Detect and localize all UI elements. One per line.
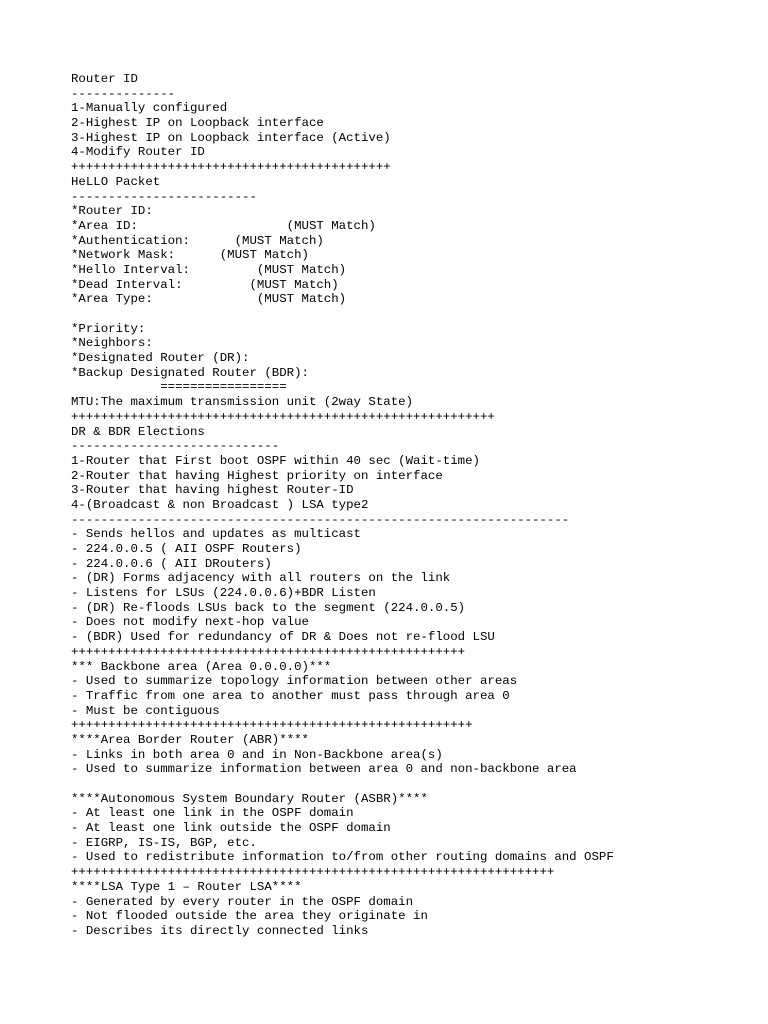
text-line: +++++++++++++++++++++++++++++++++++++++++++ xyxy=(71,160,391,175)
text-line: *Area ID: (MUST Match) xyxy=(71,218,376,233)
text-line: *** Backbone area (Area 0.0.0.0)*** xyxy=(71,659,332,674)
document-body xyxy=(71,72,761,939)
text-line: - EIGRP, IS-IS, BGP, etc. xyxy=(71,835,257,850)
text-line: +++++++++++++++++++++++++++++++++++++++++++++++++++++ xyxy=(71,644,466,659)
text-line: 3-Router that having highest Router-ID xyxy=(71,483,354,498)
text-line: - At least one link in the OSPF domain xyxy=(71,806,354,821)
text-line: 4-(Broadcast & non Broadcast ) LSA type2 xyxy=(71,497,369,512)
text-line: *Priority: xyxy=(71,321,146,336)
text-line: *Designated Router (DR): xyxy=(71,351,250,366)
text-line: *Neighbors: xyxy=(71,336,153,351)
text-line: - Generated by every router in the OSPF domain xyxy=(71,894,414,909)
text-line: 1-Manually configured xyxy=(71,101,228,116)
text-line: ****Autonomous System Boundary Router (ASBR)**** xyxy=(71,791,428,806)
text-line: 1-Router that First boot OSPF within 40 sec (Wait-time) xyxy=(71,453,480,468)
text-line: - (DR) Re-floods LSUs back to the segment (224.0.0.5) xyxy=(71,600,466,615)
text-line: ================= xyxy=(71,380,287,395)
text-line: DR & BDR Elections xyxy=(71,424,205,439)
text-line: *Authentication: (MUST Match) xyxy=(71,233,324,248)
text-line: - Used to summarize information between area 0 and non-backbone area xyxy=(71,762,577,777)
text-line: HeLLO Packet xyxy=(71,174,161,189)
text-line: *Backup Designated Router (BDR): xyxy=(71,365,309,380)
text-line: - Sends hellos and updates as multicast xyxy=(71,527,361,542)
text-line: -------------- xyxy=(71,86,176,101)
text-line: ****Area Border Router (ABR)**** xyxy=(71,732,309,747)
text-line: 2-Highest IP on Loopback interface xyxy=(71,116,324,131)
text-line: - Does not modify next-hop value xyxy=(71,615,309,630)
text-line: *Area Type: (MUST Match) xyxy=(71,292,347,307)
text-line: +++++++++++++++++++++++++++++++++++++++++++++++++++++++++ xyxy=(71,409,495,424)
text-line: - Describes its directly connected links xyxy=(71,923,369,938)
text-line: - At least one link outside the OSPF domain xyxy=(71,821,391,836)
text-line: *Hello Interval: (MUST Match) xyxy=(71,262,347,277)
text-line: - 224.0.0.6 ( AII DRouters) xyxy=(71,556,272,571)
text-line: - Not flooded outside the area they originate in xyxy=(71,909,428,924)
text-line: Router ID xyxy=(71,72,138,86)
text-line: - Used to redistribute information to/from other routing domains and OSPF xyxy=(71,850,614,865)
text-line: +++++++++++++++++++++++++++++++++++++++++++++++++++++++++++++++++ xyxy=(71,865,555,880)
text-line xyxy=(71,307,761,322)
text-line: *Network Mask: (MUST Match) xyxy=(71,248,309,263)
text-line: 3-Highest IP on Loopback interface (Active) xyxy=(71,130,391,145)
text-line: 4-Modify Router ID xyxy=(71,145,205,160)
text-line: *Dead Interval: (MUST Match) xyxy=(71,277,339,292)
text-line: ---------------------------- xyxy=(71,439,280,454)
text-line: - Links in both area 0 and in Non-Backbone area(s) xyxy=(71,747,443,762)
text-line: ++++++++++++++++++++++++++++++++++++++++++++++++++++++ xyxy=(71,718,473,733)
text-line: ****LSA Type 1 – Router LSA**** xyxy=(71,879,302,894)
text-line: - (BDR) Used for redundancy of DR & Does not re-flood LSU xyxy=(71,630,495,645)
text-line: - Listens for LSUs (224.0.0.6)+BDR Listen xyxy=(71,586,376,601)
text-line: *Router ID: xyxy=(71,204,153,219)
text-line: ------------------------- xyxy=(71,189,257,204)
text-line: - Must be contiguous xyxy=(71,703,220,718)
text-line: - (DR) Forms adjacency with all routers on the link xyxy=(71,571,451,586)
text-line: - Traffic from one area to another must pass through area 0 xyxy=(71,688,510,703)
text-line: - 224.0.0.5 ( AII OSPF Routers) xyxy=(71,542,302,556)
text-line: - Used to summarize topology information between other areas xyxy=(71,674,518,689)
text-line: 2-Router that having Highest priority on interface xyxy=(71,468,443,483)
text-line: MTU:The maximum transmission unit (2way State) xyxy=(71,395,414,410)
text-line: ------------------------------------------------------------------- xyxy=(71,512,570,527)
text-line xyxy=(71,777,761,792)
